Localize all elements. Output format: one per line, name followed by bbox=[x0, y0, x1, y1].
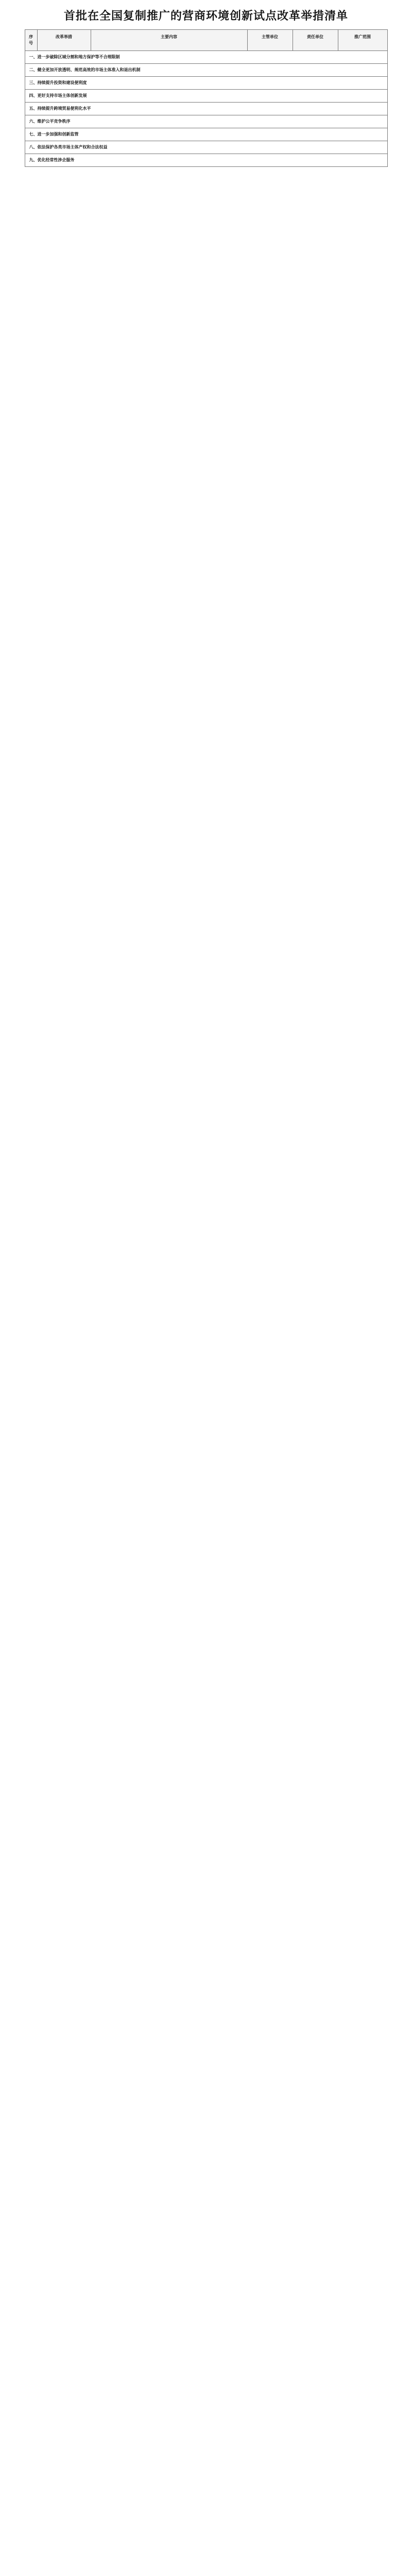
section-heading: 三、持续提升投资和建设便利度 bbox=[25, 77, 388, 90]
section-heading: 七、进一步加强和创新监管 bbox=[25, 128, 388, 141]
header-resp: 责任单位 bbox=[293, 30, 338, 50]
section-heading: 一、进一步破除区域分割和地方保护等不合理限制 bbox=[25, 51, 388, 64]
header-content: 主要内容 bbox=[91, 30, 248, 50]
section-heading: 五、持续提升跨境贸易便利化水平 bbox=[25, 103, 388, 115]
section-heading: 六、维护公平竞争秩序 bbox=[25, 115, 388, 128]
document-title: 首批在全国复制推广的营商环境创新试点改革举措清单 bbox=[63, 9, 348, 23]
header-no: 序号 bbox=[25, 30, 38, 50]
section-heading: 九、优化经常性涉企服务 bbox=[25, 154, 388, 167]
measures-table bbox=[25, 29, 388, 167]
section-heading: 四、更好支持市场主体创新发展 bbox=[25, 90, 388, 103]
section-heading: 二、健全更加开放透明、规范高效的市场主体准入和退出机制 bbox=[25, 64, 388, 77]
table-sections bbox=[25, 51, 388, 167]
table-header-row bbox=[25, 30, 388, 51]
header-name: 改革举措 bbox=[38, 30, 91, 50]
section-heading: 八、依法保护各类市场主体产权和合法权益 bbox=[25, 141, 388, 154]
header-dept: 主管单位 bbox=[248, 30, 293, 50]
header-scope: 推广范围 bbox=[338, 30, 388, 50]
